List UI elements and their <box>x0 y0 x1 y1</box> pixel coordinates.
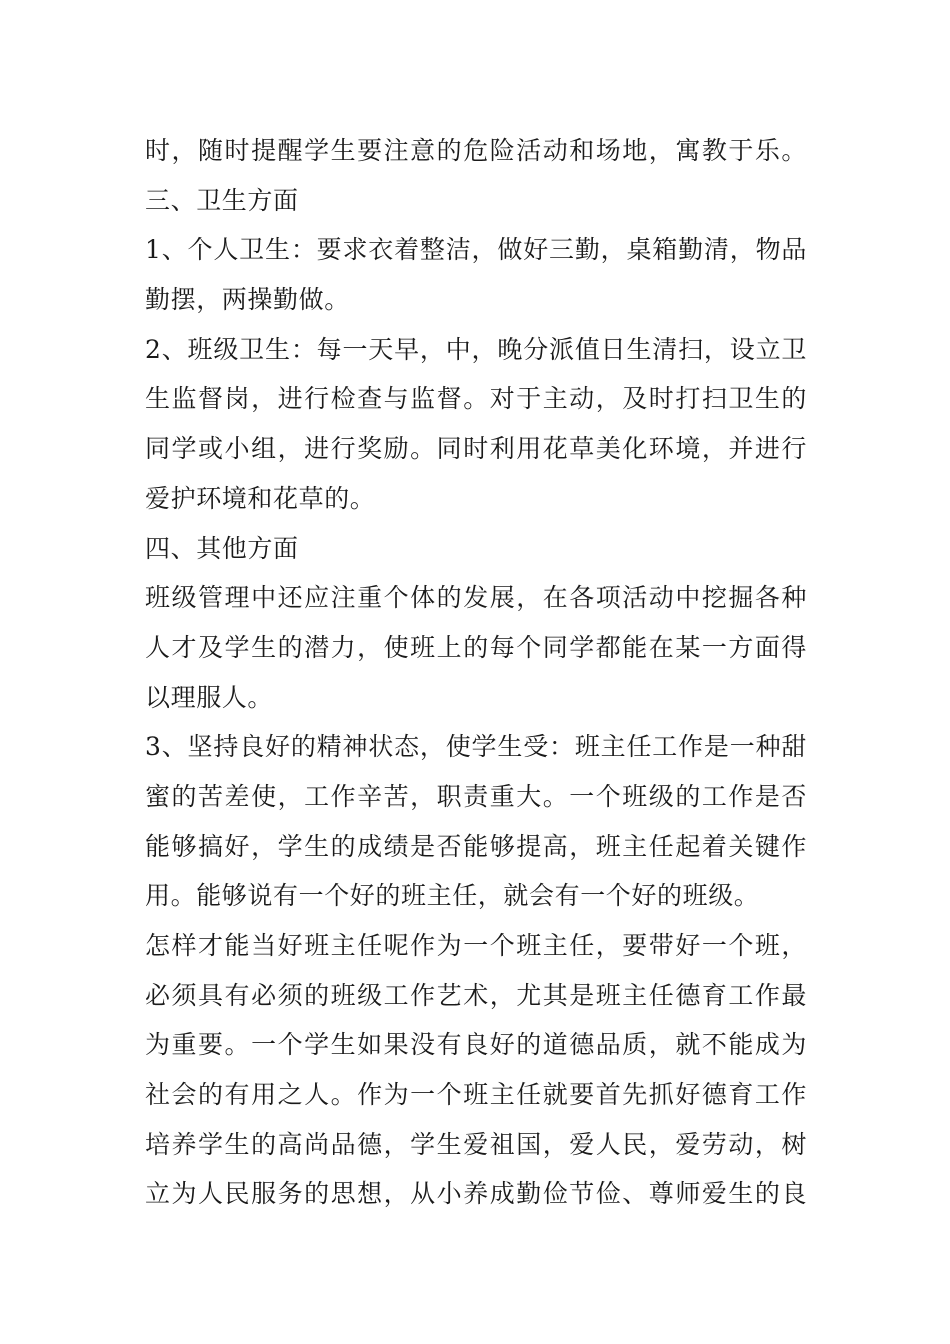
text-line: 3、坚持良好的精神状态，使学生受：班主任工作是一种甜 <box>145 732 807 762</box>
text-line: 同学或小组，进行奖励。同时利用花草美化环境，并进行 <box>145 434 807 464</box>
text-line: 生监督岗，进行检查与监督。对于主动，及时打扫卫生的 <box>145 384 807 414</box>
text-line: 为重要。一个学生如果没有良好的道德品质，就不能成为 <box>145 1030 807 1060</box>
text-line: 1、个人卫生：要求衣着整洁，做好三勤，桌箱勤清，物品 <box>145 235 807 265</box>
text-line: 蜜的苦差使，工作辛苦，职责重大。一个班级的工作是否 <box>145 781 807 811</box>
text-line: 2、班级卫生：每一天早，中，晚分派值日生清扫，设立卫 <box>145 334 807 364</box>
text-line: 社会的有用之人。作为一个班主任就要首先抓好德育工作 <box>145 1080 807 1110</box>
text-line: 班级管理中还应注重个体的发展，在各项活动中挖掘各种 <box>145 583 807 613</box>
text-line: 立为人民服务的思想，从小养成勤俭节俭、尊师爱生的良 <box>145 1179 807 1209</box>
text-line: 爱护环境和花草的。 <box>145 483 376 513</box>
section-heading: 三、卫生方面 <box>145 185 299 215</box>
text-line: 怎样才能当好班主任呢作为一个班主任，要带好一个班， <box>145 931 807 960</box>
text-line: 培养学生的高尚品德，学生爱祖国，爱人民，爱劳动，树 <box>145 1129 807 1159</box>
text-line: 能够搞好，学生的成绩是否能够提高，班主任起着关键作 <box>145 831 807 861</box>
text-line: 人才及学生的潜力，使班上的每个同学都能在某一方面得 <box>145 632 807 662</box>
text-line: 必须具有必须的班级工作艺术，尤其是班主任德育工作最 <box>145 980 807 1010</box>
document-body <box>145 126 807 1219</box>
section-heading: 四、其他方面 <box>145 533 299 563</box>
text-line: 时，随时提醒学生要注意的危险活动和场地，寓教于乐。 <box>145 136 807 165</box>
text-line: 勤摆，两操勤做。 <box>145 285 350 315</box>
text-line: 用。能够说有一个好的班主任，就会有一个好的班级。 <box>145 881 760 911</box>
text-line: 以理服人。 <box>145 682 274 712</box>
